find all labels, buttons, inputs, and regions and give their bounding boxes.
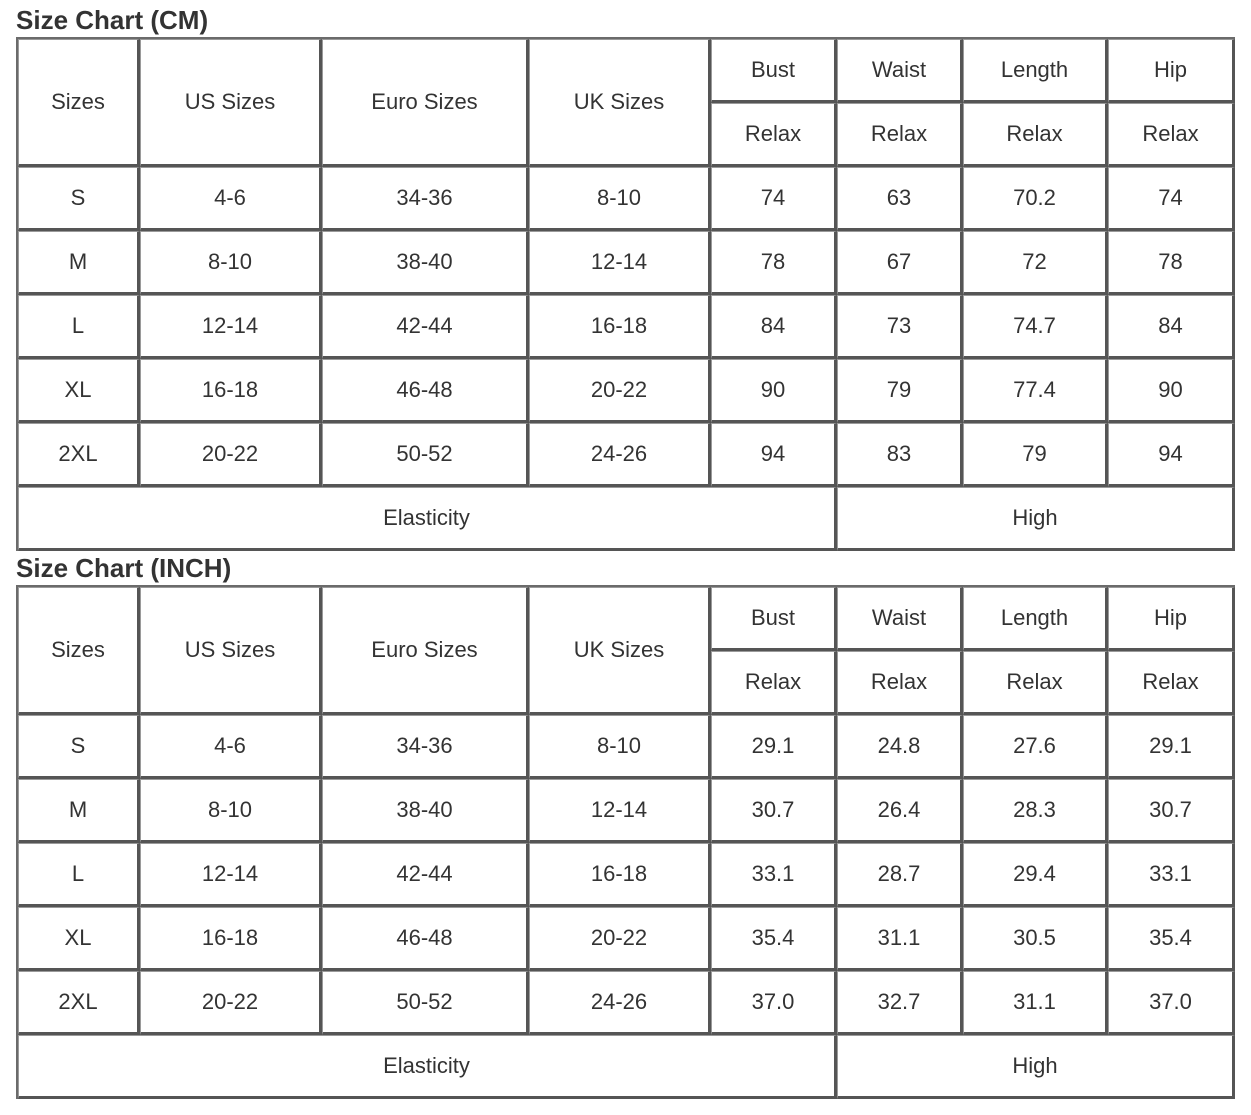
cell-hip: 74	[1108, 167, 1235, 231]
footer-row	[18, 1035, 1235, 1099]
cell-size: 2XL	[18, 423, 140, 487]
header-row	[18, 39, 1235, 103]
cell-us: 12-14	[140, 295, 322, 359]
cell-uk: 24-26	[529, 971, 711, 1035]
cell-us: 4-6	[140, 167, 322, 231]
table-row	[18, 971, 1235, 1035]
cell-length: 31.1	[963, 971, 1108, 1035]
cell-waist: 31.1	[837, 907, 963, 971]
cell-euro: 42-44	[322, 295, 529, 359]
cell-hip: 90	[1108, 359, 1235, 423]
footer-row	[18, 487, 1235, 551]
cell-bust: 29.1	[711, 715, 837, 779]
cell-uk: 12-14	[529, 231, 711, 295]
cell-length: 27.6	[963, 715, 1108, 779]
cell-euro: 50-52	[322, 423, 529, 487]
header-bust: Bust	[711, 587, 837, 651]
cell-euro: 50-52	[322, 971, 529, 1035]
subheader-hip-relax: Relax	[1108, 103, 1235, 167]
cell-euro: 34-36	[322, 167, 529, 231]
header-euro-sizes: Euro Sizes	[322, 39, 529, 167]
table-row	[18, 715, 1235, 779]
cell-hip: 84	[1108, 295, 1235, 359]
cell-length: 72	[963, 231, 1108, 295]
subheader-length-relax: Relax	[963, 103, 1108, 167]
cell-hip: 78	[1108, 231, 1235, 295]
subheader-hip-relax: Relax	[1108, 651, 1235, 715]
cell-size: 2XL	[18, 971, 140, 1035]
cell-hip: 94	[1108, 423, 1235, 487]
header-us-sizes: US Sizes	[140, 39, 322, 167]
cell-size: L	[18, 295, 140, 359]
cell-euro: 34-36	[322, 715, 529, 779]
cell-waist: 24.8	[837, 715, 963, 779]
table-row	[18, 231, 1235, 295]
cell-us: 20-22	[140, 423, 322, 487]
header-length: Length	[963, 39, 1108, 103]
cell-length: 70.2	[963, 167, 1108, 231]
cell-euro: 42-44	[322, 843, 529, 907]
header-bust: Bust	[711, 39, 837, 103]
elasticity-value: High	[837, 487, 1235, 551]
table-row	[18, 779, 1235, 843]
cell-euro: 38-40	[322, 231, 529, 295]
cell-size: S	[18, 715, 140, 779]
elasticity-label: Elasticity	[18, 487, 837, 551]
size-chart-title-cm: Size Chart (CM)	[16, 5, 209, 35]
cell-hip: 29.1	[1108, 715, 1235, 779]
cell-waist: 67	[837, 231, 963, 295]
cell-waist: 83	[837, 423, 963, 487]
cell-waist: 63	[837, 167, 963, 231]
subheader-length-relax: Relax	[963, 651, 1108, 715]
cell-length: 28.3	[963, 779, 1108, 843]
table-row	[18, 907, 1235, 971]
subheader-waist-relax: Relax	[837, 651, 963, 715]
elasticity-value: High	[837, 1035, 1235, 1099]
subheader-waist-relax: Relax	[837, 103, 963, 167]
cell-euro: 46-48	[322, 907, 529, 971]
cell-waist: 28.7	[837, 843, 963, 907]
header-waist: Waist	[837, 39, 963, 103]
cell-bust: 33.1	[711, 843, 837, 907]
table-row	[18, 843, 1235, 907]
cell-length: 30.5	[963, 907, 1108, 971]
elasticity-label: Elasticity	[18, 1035, 837, 1099]
cell-uk: 24-26	[529, 423, 711, 487]
cell-hip: 33.1	[1108, 843, 1235, 907]
table-row	[18, 295, 1235, 359]
header-hip: Hip	[1108, 39, 1235, 103]
cell-euro: 38-40	[322, 779, 529, 843]
header-uk-sizes: UK Sizes	[529, 39, 711, 167]
cell-length: 79	[963, 423, 1108, 487]
cell-length: 77.4	[963, 359, 1108, 423]
size-chart-table-cm	[16, 37, 1235, 551]
cell-bust: 37.0	[711, 971, 837, 1035]
subheader-bust-relax: Relax	[711, 103, 837, 167]
cell-uk: 8-10	[529, 167, 711, 231]
cell-uk: 20-22	[529, 359, 711, 423]
cell-us: 8-10	[140, 231, 322, 295]
table-row	[18, 167, 1235, 231]
header-hip: Hip	[1108, 587, 1235, 651]
cell-bust: 84	[711, 295, 837, 359]
cell-us: 12-14	[140, 843, 322, 907]
cell-us: 20-22	[140, 971, 322, 1035]
cell-uk: 16-18	[529, 843, 711, 907]
table-row	[18, 423, 1235, 487]
header-us-sizes: US Sizes	[140, 587, 322, 715]
cell-uk: 8-10	[529, 715, 711, 779]
table-row	[18, 359, 1235, 423]
cell-euro: 46-48	[322, 359, 529, 423]
cell-hip: 30.7	[1108, 779, 1235, 843]
subheader-bust-relax: Relax	[711, 651, 837, 715]
cell-us: 16-18	[140, 359, 322, 423]
cell-size: XL	[18, 907, 140, 971]
header-length: Length	[963, 587, 1108, 651]
header-uk-sizes: UK Sizes	[529, 587, 711, 715]
cell-waist: 32.7	[837, 971, 963, 1035]
cell-size: L	[18, 843, 140, 907]
cell-size: XL	[18, 359, 140, 423]
header-row	[18, 587, 1235, 651]
cell-bust: 94	[711, 423, 837, 487]
cell-size: M	[18, 231, 140, 295]
cell-hip: 35.4	[1108, 907, 1235, 971]
cell-waist: 79	[837, 359, 963, 423]
cell-bust: 78	[711, 231, 837, 295]
cell-hip: 37.0	[1108, 971, 1235, 1035]
cell-length: 74.7	[963, 295, 1108, 359]
header-euro-sizes: Euro Sizes	[322, 587, 529, 715]
cell-uk: 12-14	[529, 779, 711, 843]
cell-bust: 74	[711, 167, 837, 231]
cell-waist: 26.4	[837, 779, 963, 843]
cell-uk: 20-22	[529, 907, 711, 971]
cell-bust: 35.4	[711, 907, 837, 971]
cell-bust: 90	[711, 359, 837, 423]
cell-us: 8-10	[140, 779, 322, 843]
cell-bust: 30.7	[711, 779, 837, 843]
size-chart-title-inch: Size Chart (INCH)	[16, 553, 232, 583]
cell-size: S	[18, 167, 140, 231]
header-sizes: Sizes	[18, 587, 140, 715]
header-waist: Waist	[837, 587, 963, 651]
cell-uk: 16-18	[529, 295, 711, 359]
header-sizes: Sizes	[18, 39, 140, 167]
cell-length: 29.4	[963, 843, 1108, 907]
cell-waist: 73	[837, 295, 963, 359]
size-chart-table-inch	[16, 585, 1235, 1099]
cell-us: 16-18	[140, 907, 322, 971]
cell-size: M	[18, 779, 140, 843]
cell-us: 4-6	[140, 715, 322, 779]
